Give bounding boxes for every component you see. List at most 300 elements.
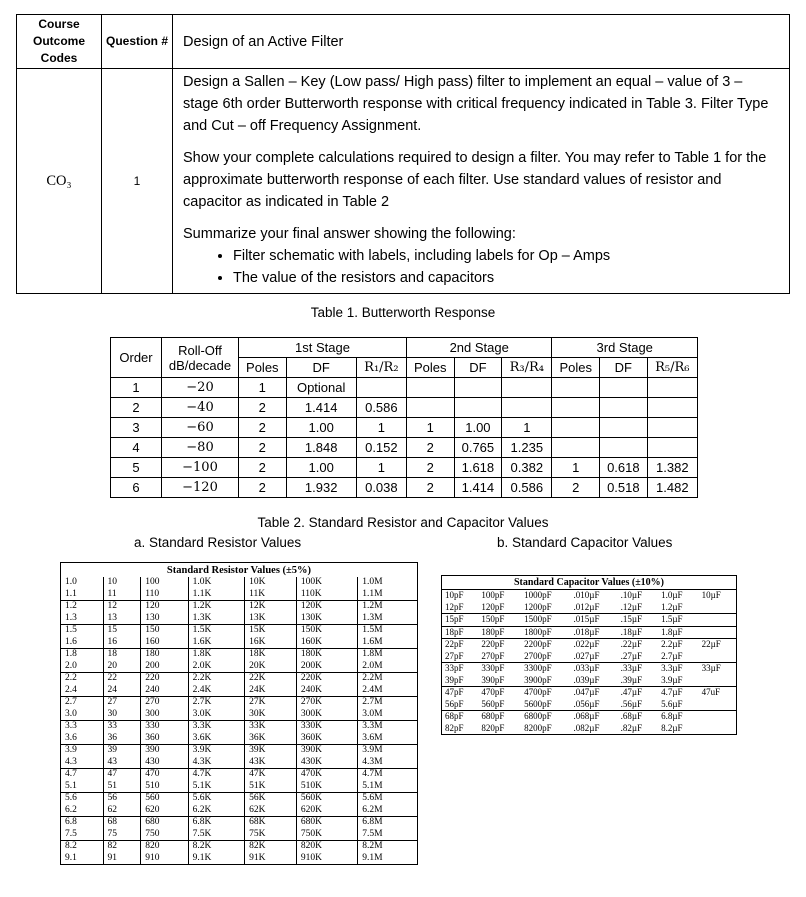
table-cell: 1.1K bbox=[188, 589, 245, 601]
table-cell: 1.6 bbox=[61, 637, 104, 649]
table-cell: 220pF bbox=[481, 639, 505, 650]
table-cell: 2 bbox=[406, 478, 454, 498]
table-cell: 82 bbox=[103, 841, 141, 853]
table-cell: 10 bbox=[103, 577, 141, 589]
table-cell bbox=[699, 602, 737, 614]
table-cell: 4.7µF bbox=[661, 687, 683, 698]
table-cell: 2.4K bbox=[188, 685, 245, 697]
table-cell bbox=[647, 438, 697, 458]
table-cell: 20 bbox=[103, 661, 141, 673]
table-cell: 2200pF bbox=[524, 639, 552, 650]
table-cell: 1.3K bbox=[188, 613, 245, 625]
table-cell: 120K bbox=[296, 601, 357, 613]
table-cell: 39pF bbox=[442, 675, 479, 687]
table2-title: Table 2. Standard Resistor and Capacitor Values bbox=[257, 515, 549, 530]
table-cell: 75 bbox=[103, 829, 141, 841]
table-cell bbox=[406, 398, 454, 418]
col-order: Order bbox=[111, 338, 162, 378]
table-cell: .39µF bbox=[618, 675, 658, 687]
table-cell: 0.618 bbox=[600, 458, 648, 478]
table-cell: 6800pF bbox=[524, 711, 552, 722]
table-cell bbox=[552, 398, 600, 418]
table-cell: 33pF bbox=[445, 663, 464, 674]
table-cell: 6.8 bbox=[61, 817, 104, 829]
table-cell: 0.518 bbox=[600, 478, 648, 498]
col-stage3: 3rd Stage bbox=[552, 338, 698, 358]
table-cell: 8200pF bbox=[521, 723, 570, 735]
table-cell: .039µF bbox=[571, 675, 618, 687]
table-cell: 2 bbox=[239, 478, 287, 498]
table-cell: 1.6M bbox=[358, 637, 418, 649]
table-cell: 8.2 bbox=[61, 841, 104, 853]
table-cell: 30 bbox=[103, 709, 141, 721]
header-title: Design of an Active Filter bbox=[173, 15, 790, 69]
table-cell: 1.0K bbox=[188, 577, 245, 589]
table-cell: 1.414 bbox=[286, 398, 356, 418]
table-row bbox=[61, 709, 418, 721]
table-cell: .22µF bbox=[620, 639, 643, 650]
table-row bbox=[61, 613, 418, 625]
table-cell: 36 bbox=[103, 733, 141, 745]
table-row bbox=[111, 478, 698, 498]
table-cell: 180 bbox=[141, 649, 188, 661]
table-cell: .033µF bbox=[573, 663, 600, 674]
table-cell: 6.8µF bbox=[661, 711, 683, 722]
table-cell: 18 bbox=[103, 649, 141, 661]
table-cell bbox=[647, 398, 697, 418]
table-cell: 5.1M bbox=[358, 781, 418, 793]
table-row bbox=[442, 699, 737, 711]
table-cell: 1.8µF bbox=[658, 626, 698, 639]
subheader: Poles bbox=[406, 358, 454, 378]
table-cell: 15pF bbox=[442, 614, 479, 627]
table-cell: 6.2 bbox=[61, 805, 104, 817]
table-cell: 68pF bbox=[445, 711, 464, 722]
table-cell: 68K bbox=[245, 817, 297, 829]
table-cell: 1.3M bbox=[358, 613, 418, 625]
table-cell: 200 bbox=[141, 661, 188, 673]
table-cell: 4.3M bbox=[358, 757, 418, 769]
table-row bbox=[442, 639, 737, 651]
table-cell: 5.6M bbox=[358, 793, 418, 805]
table-cell: 9.1M bbox=[358, 853, 418, 865]
butterworth-table bbox=[110, 337, 698, 498]
table-cell: .10µF bbox=[620, 590, 643, 601]
table-cell: 560pF bbox=[478, 699, 521, 711]
table-cell: .68µF bbox=[620, 711, 643, 722]
table-row bbox=[61, 673, 418, 685]
table-cell: 1 bbox=[406, 418, 454, 438]
table-cell: 5.1 bbox=[61, 781, 104, 793]
table-cell: .47µF bbox=[620, 687, 643, 698]
table-cell: 200K bbox=[296, 661, 357, 673]
table-cell bbox=[699, 651, 737, 663]
table-cell: 3.0M bbox=[358, 709, 418, 721]
table-cell: 1.2M bbox=[358, 601, 418, 613]
table-cell: 1.235 bbox=[502, 438, 552, 458]
capacitor-table-title: Standard Capacitor Values (±10%) bbox=[442, 576, 737, 590]
table-cell: 5600pF bbox=[521, 699, 570, 711]
table-cell: −100 bbox=[162, 458, 239, 478]
table-cell: 160K bbox=[296, 637, 357, 649]
table-cell: 5 bbox=[111, 458, 162, 478]
table-cell: 1 bbox=[239, 378, 287, 398]
table-cell: 1.414 bbox=[454, 478, 502, 498]
table-cell: 1.00 bbox=[454, 418, 502, 438]
table-cell: 750 bbox=[141, 829, 188, 841]
table-cell: 240K bbox=[296, 685, 357, 697]
table-cell bbox=[406, 378, 454, 398]
table-cell: 22µF bbox=[701, 639, 721, 650]
header-course-outcome: Course Outcome Codes bbox=[17, 15, 102, 69]
table-cell: 100 bbox=[141, 577, 188, 589]
table-cell: 7.5K bbox=[188, 829, 245, 841]
table-cell: 47uF bbox=[701, 687, 721, 698]
table-cell: 3.3K bbox=[188, 721, 245, 733]
table-cell: 4.3 bbox=[61, 757, 104, 769]
table-cell: 1.5M bbox=[358, 625, 418, 637]
table-cell: 220 bbox=[141, 673, 188, 685]
table-cell: 47pF bbox=[445, 687, 464, 698]
table-row bbox=[61, 649, 418, 661]
table-cell: 8.2K bbox=[188, 841, 245, 853]
table-cell: 1.6K bbox=[188, 637, 245, 649]
table-cell: 2.2µF bbox=[661, 639, 683, 650]
table-cell: 330pF bbox=[481, 663, 505, 674]
table-cell bbox=[647, 418, 697, 438]
table-cell: .082µF bbox=[571, 723, 618, 735]
table-row bbox=[61, 577, 418, 589]
table-cell: 4.7M bbox=[358, 769, 418, 781]
table-cell: 2.7 bbox=[61, 697, 104, 709]
table-cell: 2.2M bbox=[358, 673, 418, 685]
task-paragraph: Design a Sallen – Key (Low pass/ High pass) filter to implement an equal – value of 3 – stage 6th order Butterworth response with critical frequency indicated in Table 3. Filter Type and Cut – off Frequency Assignment. bbox=[183, 74, 769, 134]
table-cell: 24K bbox=[245, 685, 297, 697]
table-row bbox=[111, 418, 698, 438]
table-cell: 1.5µF bbox=[658, 614, 698, 627]
table-cell: 470 bbox=[141, 769, 188, 781]
table-cell: 390pF bbox=[478, 675, 521, 687]
table-cell: 22 bbox=[103, 673, 141, 685]
table-cell: 1.0µF bbox=[661, 590, 683, 601]
table-cell: 1.2K bbox=[188, 601, 245, 613]
table-cell: 1 bbox=[356, 458, 406, 478]
table-cell: .012µF bbox=[571, 602, 618, 614]
table-cell: 1.8 bbox=[61, 649, 104, 661]
table-cell: 33µF bbox=[701, 663, 721, 674]
table-cell: 510 bbox=[141, 781, 188, 793]
table-cell: 1.5 bbox=[61, 625, 104, 637]
table-cell: 82K bbox=[245, 841, 297, 853]
table-cell: 360 bbox=[141, 733, 188, 745]
table-cell: 20K bbox=[245, 661, 297, 673]
table-cell: 33K bbox=[245, 721, 297, 733]
table-cell bbox=[600, 398, 648, 418]
table-cell: 470K bbox=[296, 769, 357, 781]
table-row bbox=[61, 625, 418, 637]
table-cell bbox=[600, 418, 648, 438]
table-cell: 1 bbox=[552, 458, 600, 478]
table2a-subtitle: a. Standard Resistor Values bbox=[134, 535, 302, 550]
table-cell: 16K bbox=[245, 637, 297, 649]
table-cell bbox=[699, 723, 737, 735]
table-cell: 120 bbox=[141, 601, 188, 613]
table-cell: −80 bbox=[162, 438, 239, 458]
table-cell: 5.6K bbox=[188, 793, 245, 805]
table-cell: −120 bbox=[162, 478, 239, 498]
table-cell: 100K bbox=[296, 577, 357, 589]
table-row bbox=[442, 614, 737, 627]
table-cell: 130 bbox=[141, 613, 188, 625]
table-cell: 62K bbox=[245, 805, 297, 817]
table-cell: 150K bbox=[296, 625, 357, 637]
table-cell: 3.3µF bbox=[661, 663, 683, 674]
table-cell: 47K bbox=[245, 769, 297, 781]
table-cell: 15 bbox=[103, 625, 141, 637]
table-row bbox=[442, 711, 737, 723]
table-cell: 1.8M bbox=[358, 649, 418, 661]
table-cell: .12µF bbox=[618, 602, 658, 614]
table-cell: 470pF bbox=[481, 687, 505, 698]
table-cell: 150pF bbox=[478, 614, 521, 627]
table-row bbox=[61, 829, 418, 841]
table-cell: .027µF bbox=[571, 651, 618, 663]
table-cell: −60 bbox=[162, 418, 239, 438]
table-cell: 30K bbox=[245, 709, 297, 721]
subheader: R₃/R₄ bbox=[502, 358, 552, 378]
table-cell: .068µF bbox=[573, 711, 600, 722]
table-cell: .015µF bbox=[571, 614, 618, 627]
table-cell: 27K bbox=[245, 697, 297, 709]
table-cell bbox=[699, 614, 737, 627]
table-cell: 2.7K bbox=[188, 697, 245, 709]
table-cell: 330K bbox=[296, 721, 357, 733]
table-cell: 390K bbox=[296, 745, 357, 757]
table-cell: 24 bbox=[103, 685, 141, 697]
table-cell: 1.1M bbox=[358, 589, 418, 601]
table-cell: .56µF bbox=[618, 699, 658, 711]
table-cell bbox=[699, 711, 737, 723]
table-cell: 6.2M bbox=[358, 805, 418, 817]
subheader: R₁/R₂ bbox=[356, 358, 406, 378]
table-cell: 4.3K bbox=[188, 757, 245, 769]
table-row bbox=[61, 745, 418, 757]
table-cell: 2 bbox=[239, 398, 287, 418]
table-cell: 43 bbox=[103, 757, 141, 769]
table-cell: 2 bbox=[552, 478, 600, 498]
table-cell: 2 bbox=[239, 458, 287, 478]
table-cell: 1 bbox=[111, 378, 162, 398]
summary-paragraph: Summarize your final answer showing the following: bbox=[183, 226, 516, 242]
table-cell: 91K bbox=[245, 853, 297, 865]
col-rolloff: Roll-Off dB/decade bbox=[162, 338, 239, 378]
table-cell: 9.1K bbox=[188, 853, 245, 865]
table-cell: 6.2K bbox=[188, 805, 245, 817]
table-row bbox=[61, 601, 418, 613]
table-cell: 330 bbox=[141, 721, 188, 733]
table-cell: 27 bbox=[103, 697, 141, 709]
table-row bbox=[442, 651, 737, 663]
table-cell: 2.4 bbox=[61, 685, 104, 697]
col-stage2: 2nd Stage bbox=[406, 338, 551, 358]
table-cell: 22pF bbox=[445, 639, 464, 650]
table-cell: 62 bbox=[103, 805, 141, 817]
table-row bbox=[61, 589, 418, 601]
subheader: Poles bbox=[239, 358, 287, 378]
table-cell: 110 bbox=[141, 589, 188, 601]
table-row bbox=[111, 378, 698, 398]
subheader: DF bbox=[600, 358, 648, 378]
table-row bbox=[61, 841, 418, 853]
table-row bbox=[111, 458, 698, 478]
resistor-table bbox=[60, 562, 418, 865]
table-cell: 5.6µF bbox=[658, 699, 698, 711]
list-item: • The value of the resistors and capacitors bbox=[233, 267, 779, 289]
table-cell: 100pF bbox=[481, 590, 505, 601]
table-cell: .15µF bbox=[618, 614, 658, 627]
table-cell: 56K bbox=[245, 793, 297, 805]
table-cell bbox=[600, 438, 648, 458]
table-cell bbox=[356, 378, 406, 398]
table-cell bbox=[502, 378, 552, 398]
table-cell: 56pF bbox=[442, 699, 479, 711]
table-cell: 560K bbox=[296, 793, 357, 805]
table-cell: 10µF bbox=[701, 590, 721, 601]
table-row bbox=[111, 438, 698, 458]
table-row bbox=[61, 637, 418, 649]
table-cell: 1000pF bbox=[524, 590, 552, 601]
table-row bbox=[442, 675, 737, 687]
table-cell: .18µF bbox=[618, 626, 658, 639]
table-cell: 15K bbox=[245, 625, 297, 637]
table-row bbox=[61, 805, 418, 817]
table-cell: 43K bbox=[245, 757, 297, 769]
table-cell: 3.6 bbox=[61, 733, 104, 745]
table-cell: 0.382 bbox=[502, 458, 552, 478]
table-cell: .047µF bbox=[573, 687, 600, 698]
table-cell: 6 bbox=[111, 478, 162, 498]
table-cell: 910K bbox=[296, 853, 357, 865]
table-cell: 3.3 bbox=[61, 721, 104, 733]
question-number: 1 bbox=[102, 69, 173, 294]
table-cell bbox=[454, 398, 502, 418]
table-cell: 820pF bbox=[478, 723, 521, 735]
table-row bbox=[61, 733, 418, 745]
table-cell: 1.0M bbox=[358, 577, 418, 589]
table-cell: 3.9K bbox=[188, 745, 245, 757]
table-cell: 3.9µF bbox=[658, 675, 698, 687]
table-cell: 22K bbox=[245, 673, 297, 685]
table-cell: 18K bbox=[245, 649, 297, 661]
table-cell: 220K bbox=[296, 673, 357, 685]
table-cell: Optional bbox=[286, 378, 356, 398]
table-cell: 4.7 bbox=[61, 769, 104, 781]
table-cell: 8.2M bbox=[358, 841, 418, 853]
table-cell: 1.932 bbox=[286, 478, 356, 498]
table-cell: 910 bbox=[141, 853, 188, 865]
table2b-subtitle: b. Standard Capacitor Values bbox=[497, 535, 673, 550]
table-cell: 12K bbox=[245, 601, 297, 613]
table-cell: 39 bbox=[103, 745, 141, 757]
table-cell: 33 bbox=[103, 721, 141, 733]
table-row bbox=[111, 398, 698, 418]
table-cell: 1.5K bbox=[188, 625, 245, 637]
table-cell: 2 bbox=[239, 438, 287, 458]
table-cell: 2.2K bbox=[188, 673, 245, 685]
table-cell: 27pF bbox=[442, 651, 479, 663]
capacitor-table bbox=[441, 575, 737, 735]
table-cell: 12 bbox=[103, 601, 141, 613]
table-cell: 3.9 bbox=[61, 745, 104, 757]
table-cell: 1.482 bbox=[647, 478, 697, 498]
table-cell: .010µF bbox=[573, 590, 600, 601]
col-stage1: 1st Stage bbox=[239, 338, 407, 358]
table-row bbox=[442, 723, 737, 735]
table-cell: 2.0M bbox=[358, 661, 418, 673]
table-cell: 13K bbox=[245, 613, 297, 625]
table-cell: 620 bbox=[141, 805, 188, 817]
table-cell: 180K bbox=[296, 649, 357, 661]
table-cell: 11 bbox=[103, 589, 141, 601]
table-row bbox=[61, 721, 418, 733]
table-cell bbox=[454, 378, 502, 398]
table-cell: 1.848 bbox=[286, 438, 356, 458]
table-cell: 1.2 bbox=[61, 601, 104, 613]
table-cell: 3.0 bbox=[61, 709, 104, 721]
table-cell: 1500pF bbox=[521, 614, 570, 627]
table-cell: 2 bbox=[111, 398, 162, 418]
question-body bbox=[173, 69, 790, 294]
table-cell: 560 bbox=[141, 793, 188, 805]
table-cell: 430 bbox=[141, 757, 188, 769]
table-cell: −20 bbox=[162, 378, 239, 398]
table-cell: 3.9M bbox=[358, 745, 418, 757]
table-row bbox=[61, 697, 418, 709]
list-item: • Filter schematic with labels, including labels for Op – Amps bbox=[233, 245, 779, 267]
table-cell: 2 bbox=[239, 418, 287, 438]
table-row bbox=[442, 602, 737, 614]
question-table bbox=[16, 14, 790, 294]
table-cell: 750K bbox=[296, 829, 357, 841]
table-cell: 2.0 bbox=[61, 661, 104, 673]
table-cell bbox=[647, 378, 697, 398]
table-cell: 51 bbox=[103, 781, 141, 793]
table-cell: 0.038 bbox=[356, 478, 406, 498]
table-cell: 0.765 bbox=[454, 438, 502, 458]
table-cell: 13 bbox=[103, 613, 141, 625]
table-cell: .27µF bbox=[618, 651, 658, 663]
table-cell: 2.7M bbox=[358, 697, 418, 709]
table-cell: 10pF bbox=[445, 590, 464, 601]
table-cell: 240 bbox=[141, 685, 188, 697]
table-cell: 620K bbox=[296, 805, 357, 817]
subheader: DF bbox=[286, 358, 356, 378]
table-cell bbox=[552, 378, 600, 398]
table-cell: 11K bbox=[245, 589, 297, 601]
table1-title: Table 1. Butterworth Response bbox=[310, 305, 496, 320]
table-cell: 1 bbox=[356, 418, 406, 438]
course-outcome-code: CO₃ bbox=[17, 69, 102, 294]
table-cell: .022µF bbox=[573, 639, 600, 650]
table-cell: .018µF bbox=[571, 626, 618, 639]
table-cell: 3900pF bbox=[521, 675, 570, 687]
table-cell: 130K bbox=[296, 613, 357, 625]
table-cell: 1.00 bbox=[286, 458, 356, 478]
table-cell: 1800pF bbox=[521, 626, 570, 639]
table-cell: 510K bbox=[296, 781, 357, 793]
table-row bbox=[442, 626, 737, 639]
table-cell: 9.1 bbox=[61, 853, 104, 865]
